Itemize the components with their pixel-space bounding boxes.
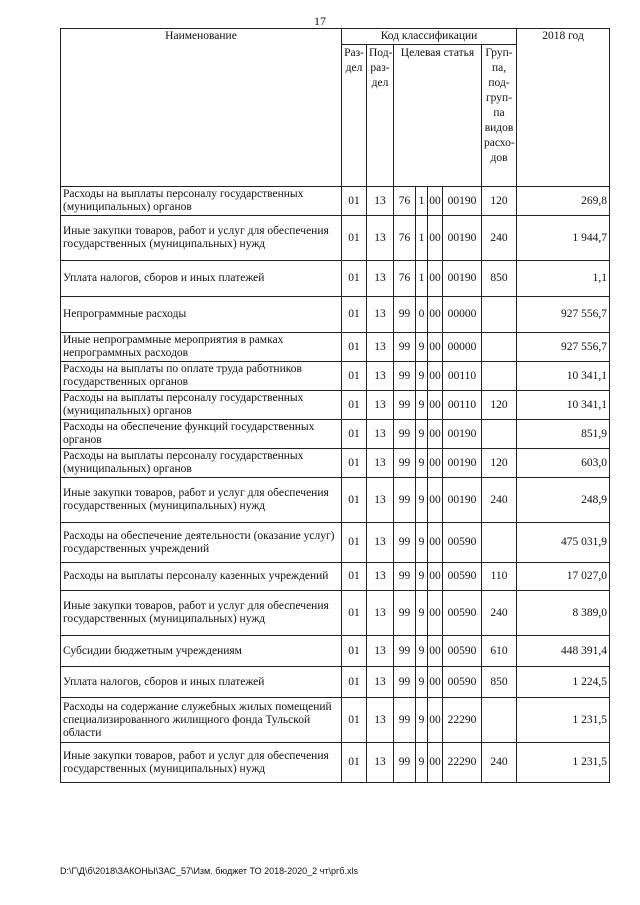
table-row	[61, 523, 610, 563]
row-name: Непрограммные расходы	[61, 297, 342, 333]
row-amount: 1,1	[517, 261, 610, 297]
row-target-subprogram: 9	[416, 478, 428, 523]
row-subsection: 13	[367, 636, 394, 667]
row-amount: 448 391,4	[517, 636, 610, 667]
row-section: 01	[342, 667, 367, 698]
row-expense-group: 850	[482, 261, 517, 297]
row-amount: 248,9	[517, 478, 610, 523]
row-target-direction: 00190	[443, 261, 482, 297]
table-row	[61, 333, 610, 362]
row-subsection: 13	[367, 187, 394, 216]
row-target-main-event: 00	[428, 563, 443, 591]
row-target-direction: 00000	[443, 297, 482, 333]
row-target-program: 99	[394, 297, 416, 333]
row-target-subprogram: 9	[416, 563, 428, 591]
row-amount: 927 556,7	[517, 333, 610, 362]
row-target-direction: 00190	[443, 478, 482, 523]
row-target-subprogram: 9	[416, 591, 428, 636]
row-target-program: 99	[394, 698, 416, 743]
row-expense-group: 110	[482, 563, 517, 591]
row-target-direction: 00190	[443, 449, 482, 478]
row-target-subprogram: 1	[416, 261, 428, 297]
row-name: Субсидии бюджетным учреждениям	[61, 636, 342, 667]
row-amount: 851,9	[517, 420, 610, 449]
row-target-main-event: 00	[428, 216, 443, 261]
row-expense-group: 240	[482, 478, 517, 523]
row-expense-group	[482, 333, 517, 362]
row-section: 01	[342, 420, 367, 449]
row-target-subprogram: 9	[416, 698, 428, 743]
row-expense-group: 120	[482, 449, 517, 478]
row-target-subprogram: 0	[416, 297, 428, 333]
row-target-main-event: 00	[428, 743, 443, 783]
row-target-direction: 22290	[443, 698, 482, 743]
page-number: 17	[314, 14, 326, 28]
row-subsection: 13	[367, 478, 394, 523]
row-name: Уплата налогов, сборов и иных платежей	[61, 667, 342, 698]
row-target-main-event: 00	[428, 187, 443, 216]
header-section: Раз-дел	[342, 45, 367, 187]
row-subsection: 13	[367, 333, 394, 362]
table-row	[61, 391, 610, 420]
row-section: 01	[342, 636, 367, 667]
row-target-main-event: 00	[428, 698, 443, 743]
row-amount: 927 556,7	[517, 297, 610, 333]
row-subsection: 13	[367, 523, 394, 563]
row-amount: 8 389,0	[517, 591, 610, 636]
row-target-main-event: 00	[428, 297, 443, 333]
row-expense-group: 850	[482, 667, 517, 698]
row-target-direction: 00190	[443, 187, 482, 216]
row-subsection: 13	[367, 420, 394, 449]
row-target-main-event: 00	[428, 523, 443, 563]
row-expense-group: 610	[482, 636, 517, 667]
row-target-direction: 00110	[443, 362, 482, 391]
table-row	[61, 420, 610, 449]
table-row	[61, 261, 610, 297]
row-name: Расходы на выплаты персоналу государственных (муниципальных) органов	[61, 187, 342, 216]
row-expense-group: 120	[482, 391, 517, 420]
row-subsection: 13	[367, 591, 394, 636]
row-target-program: 99	[394, 362, 416, 391]
row-expense-group	[482, 523, 517, 563]
row-name: Иные закупки товаров, работ и услуг для обеспечения государственных (муниципальных) нужд	[61, 478, 342, 523]
row-amount: 269,8	[517, 187, 610, 216]
row-name: Уплата налогов, сборов и иных платежей	[61, 261, 342, 297]
row-expense-group: 240	[482, 743, 517, 783]
row-expense-group: 120	[482, 187, 517, 216]
header-code-group: Код классификации	[342, 29, 517, 45]
row-subsection: 13	[367, 563, 394, 591]
row-target-direction: 22290	[443, 743, 482, 783]
row-subsection: 13	[367, 216, 394, 261]
row-target-main-event: 00	[428, 667, 443, 698]
row-section: 01	[342, 362, 367, 391]
row-amount: 17 027,0	[517, 563, 610, 591]
row-target-main-event: 00	[428, 362, 443, 391]
row-target-program: 99	[394, 478, 416, 523]
row-amount: 10 341,1	[517, 362, 610, 391]
row-name: Иные закупки товаров, работ и услуг для обеспечения государственных (муниципальных) нужд	[61, 591, 342, 636]
row-section: 01	[342, 743, 367, 783]
row-name: Расходы на обеспечение функций государственных органов	[61, 420, 342, 449]
row-target-subprogram: 1	[416, 216, 428, 261]
row-target-direction: 00590	[443, 523, 482, 563]
table-row	[61, 667, 610, 698]
row-target-program: 99	[394, 391, 416, 420]
header-target-article: Целевая статья	[394, 45, 482, 187]
row-target-program: 99	[394, 420, 416, 449]
row-name: Расходы на выплаты персоналу государственных (муниципальных) органов	[61, 391, 342, 420]
row-target-main-event: 00	[428, 591, 443, 636]
row-name: Расходы на содержание служебных жилых помещений специализированного жилищного фонда Тульской области	[61, 698, 342, 743]
row-target-program: 99	[394, 743, 416, 783]
row-amount: 475 031,9	[517, 523, 610, 563]
row-amount: 1 944,7	[517, 216, 610, 261]
row-amount: 603,0	[517, 449, 610, 478]
footer-file-path: D:\Г\Д\б\2018\ЗАКОНЫ\ЗАС_57\Изм. бюджет ТО 2018-2020_2 чт\ргб.xls	[60, 866, 358, 876]
row-target-subprogram: 9	[416, 391, 428, 420]
table-row	[61, 449, 610, 478]
row-target-main-event: 00	[428, 449, 443, 478]
row-target-program: 99	[394, 523, 416, 563]
row-target-subprogram: 9	[416, 743, 428, 783]
row-expense-group	[482, 698, 517, 743]
row-target-subprogram: 1	[416, 187, 428, 216]
row-target-program: 99	[394, 563, 416, 591]
row-section: 01	[342, 297, 367, 333]
row-target-subprogram: 9	[416, 362, 428, 391]
row-expense-group: 240	[482, 216, 517, 261]
row-target-program: 99	[394, 636, 416, 667]
row-subsection: 13	[367, 261, 394, 297]
row-target-direction: 00190	[443, 216, 482, 261]
table-row	[61, 187, 610, 216]
row-section: 01	[342, 698, 367, 743]
row-name: Иные закупки товаров, работ и услуг для обеспечения государственных (муниципальных) нужд	[61, 743, 342, 783]
row-subsection: 13	[367, 391, 394, 420]
row-target-program: 99	[394, 333, 416, 362]
table-row	[61, 698, 610, 743]
header-name: Наименование	[61, 29, 342, 187]
table-row	[61, 636, 610, 667]
row-target-main-event: 00	[428, 478, 443, 523]
row-target-subprogram: 9	[416, 667, 428, 698]
row-target-direction: 00000	[443, 333, 482, 362]
header-expense-group: Груп-па, под-груп-па видов расхо-дов	[482, 45, 517, 187]
row-target-direction: 00190	[443, 420, 482, 449]
row-section: 01	[342, 591, 367, 636]
row-name: Расходы на выплаты персоналу государственных (муниципальных) органов	[61, 449, 342, 478]
row-name: Расходы на выплаты по оплате труда работников государственных органов	[61, 362, 342, 391]
table-row	[61, 297, 610, 333]
row-expense-group	[482, 420, 517, 449]
row-name: Расходы на выплаты персоналу казенных учреждений	[61, 563, 342, 591]
row-name: Расходы на обеспечение деятельности (оказание услуг) государственных учреждений	[61, 523, 342, 563]
row-section: 01	[342, 391, 367, 420]
row-subsection: 13	[367, 743, 394, 783]
row-section: 01	[342, 478, 367, 523]
row-amount: 1 224,5	[517, 667, 610, 698]
table-row	[61, 478, 610, 523]
table-row	[61, 362, 610, 391]
table-body	[61, 187, 610, 783]
row-amount: 1 231,5	[517, 743, 610, 783]
header-subsection: Под-раз-дел	[367, 45, 394, 187]
row-target-main-event: 00	[428, 391, 443, 420]
table-row	[61, 216, 610, 261]
row-section: 01	[342, 216, 367, 261]
row-target-program: 99	[394, 667, 416, 698]
row-target-subprogram: 9	[416, 333, 428, 362]
row-target-main-event: 00	[428, 261, 443, 297]
row-target-subprogram: 9	[416, 636, 428, 667]
row-target-direction: 00110	[443, 391, 482, 420]
row-target-main-event: 00	[428, 636, 443, 667]
row-subsection: 13	[367, 362, 394, 391]
row-target-direction: 00590	[443, 563, 482, 591]
row-target-program: 99	[394, 449, 416, 478]
row-subsection: 13	[367, 449, 394, 478]
row-target-direction: 00590	[443, 591, 482, 636]
row-amount: 10 341,1	[517, 391, 610, 420]
table-row	[61, 563, 610, 591]
row-target-subprogram: 9	[416, 449, 428, 478]
row-target-direction: 00590	[443, 636, 482, 667]
row-expense-group	[482, 362, 517, 391]
row-target-direction: 00590	[443, 667, 482, 698]
row-amount: 1 231,5	[517, 698, 610, 743]
row-section: 01	[342, 449, 367, 478]
row-section: 01	[342, 333, 367, 362]
table-row	[61, 743, 610, 783]
row-section: 01	[342, 261, 367, 297]
row-target-main-event: 00	[428, 333, 443, 362]
row-target-subprogram: 9	[416, 523, 428, 563]
row-section: 01	[342, 187, 367, 216]
row-subsection: 13	[367, 297, 394, 333]
row-expense-group: 240	[482, 591, 517, 636]
row-subsection: 13	[367, 698, 394, 743]
row-name: Иные закупки товаров, работ и услуг для обеспечения государственных (муниципальных) нужд	[61, 216, 342, 261]
row-target-program: 99	[394, 591, 416, 636]
row-expense-group	[482, 297, 517, 333]
row-section: 01	[342, 563, 367, 591]
row-subsection: 13	[367, 667, 394, 698]
row-target-program: 76	[394, 187, 416, 216]
budget-table	[60, 28, 610, 783]
row-target-subprogram: 9	[416, 420, 428, 449]
row-name: Иные непрограммные мероприятия в рамках непрограммных расходов	[61, 333, 342, 362]
header-year: 2018 год	[517, 29, 610, 187]
table-row	[61, 591, 610, 636]
row-target-main-event: 00	[428, 420, 443, 449]
row-target-program: 76	[394, 261, 416, 297]
row-section: 01	[342, 523, 367, 563]
row-target-program: 76	[394, 216, 416, 261]
